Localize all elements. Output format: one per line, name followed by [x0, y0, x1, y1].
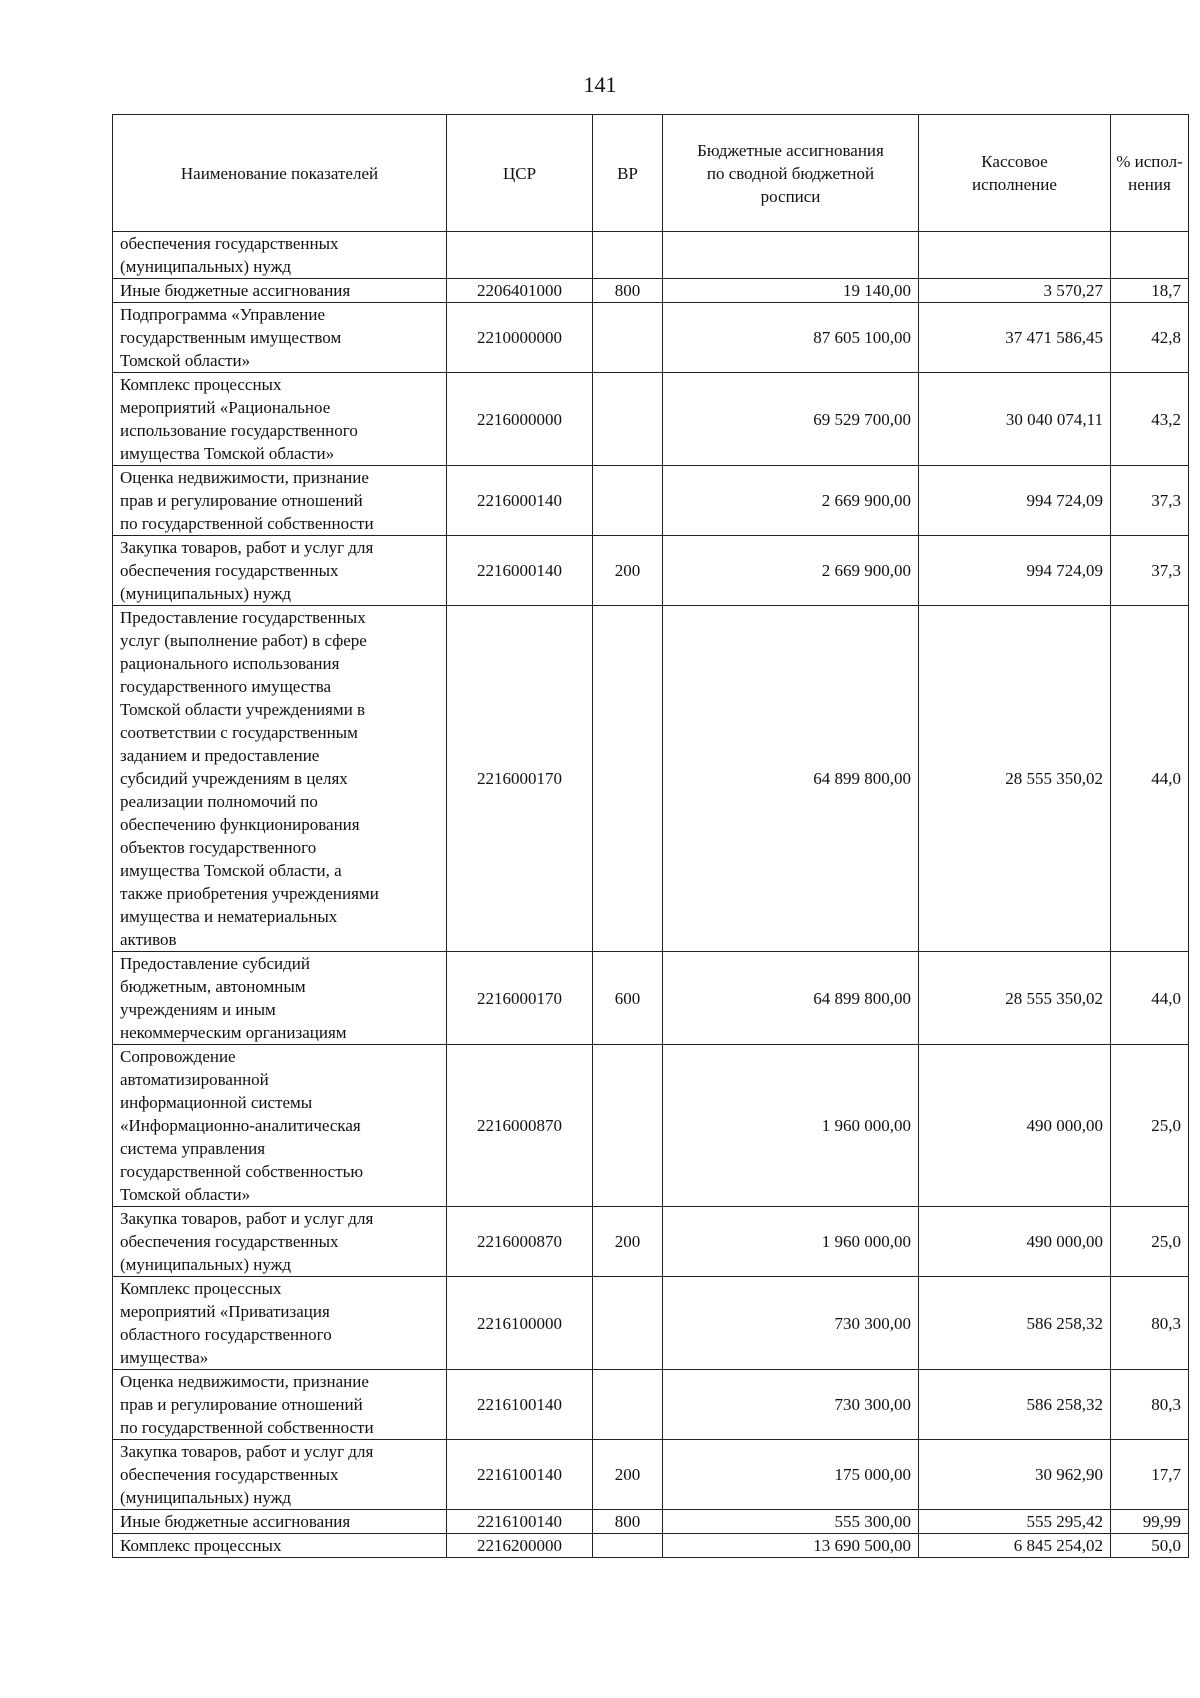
cell-cash: 3 570,27 — [919, 279, 1111, 303]
cell-cash: 37 471 586,45 — [919, 303, 1111, 373]
cell-vr — [593, 1277, 663, 1370]
cell-csr: 2216100140 — [447, 1440, 593, 1510]
cell-percent: 44,0 — [1111, 606, 1189, 952]
table-row — [113, 952, 1189, 1045]
cell-budget: 69 529 700,00 — [663, 373, 919, 466]
cell-csr: 2216000140 — [447, 536, 593, 606]
header-vr: ВР — [593, 115, 663, 232]
cell-percent: 25,0 — [1111, 1045, 1189, 1207]
cell-vr: 200 — [593, 1207, 663, 1277]
cell-vr — [593, 1534, 663, 1558]
cell-cash: 28 555 350,02 — [919, 606, 1111, 952]
header-name: Наименование показателей — [113, 115, 447, 232]
cell-vr: 800 — [593, 1510, 663, 1534]
table-row — [113, 373, 1189, 466]
cell-csr: 2216100140 — [447, 1370, 593, 1440]
cell-percent: 50,0 — [1111, 1534, 1189, 1558]
cell-name: Комплекс процессных — [113, 1534, 447, 1558]
table-row — [113, 1207, 1189, 1277]
table-row — [113, 1277, 1189, 1370]
cell-csr: 2216000000 — [447, 373, 593, 466]
table-row — [113, 1534, 1189, 1558]
cell-cash: 994 724,09 — [919, 466, 1111, 536]
cell-budget: 13 690 500,00 — [663, 1534, 919, 1558]
cell-budget: 2 669 900,00 — [663, 536, 919, 606]
cell-percent: 80,3 — [1111, 1370, 1189, 1440]
table-row — [113, 232, 1189, 279]
cell-percent: 25,0 — [1111, 1207, 1189, 1277]
cell-vr: 200 — [593, 1440, 663, 1510]
cell-budget: 64 899 800,00 — [663, 606, 919, 952]
table-row — [113, 536, 1189, 606]
cell-name: обеспечения государственных (муниципальных) нужд — [113, 232, 447, 279]
cell-percent: 80,3 — [1111, 1277, 1189, 1370]
cell-budget: 87 605 100,00 — [663, 303, 919, 373]
cell-csr: 2206401000 — [447, 279, 593, 303]
cell-budget: 19 140,00 — [663, 279, 919, 303]
cell-cash — [919, 232, 1111, 279]
table-row — [113, 1510, 1189, 1534]
cell-cash: 28 555 350,02 — [919, 952, 1111, 1045]
cell-percent: 42,8 — [1111, 303, 1189, 373]
table-row — [113, 303, 1189, 373]
cell-percent: 37,3 — [1111, 536, 1189, 606]
cell-csr — [447, 232, 593, 279]
cell-budget: 1 960 000,00 — [663, 1207, 919, 1277]
cell-percent: 44,0 — [1111, 952, 1189, 1045]
header-percent: % испол- нения — [1111, 115, 1189, 232]
cell-budget: 555 300,00 — [663, 1510, 919, 1534]
header-csr: ЦСР — [447, 115, 593, 232]
cell-csr: 2216000140 — [447, 466, 593, 536]
cell-percent: 99,99 — [1111, 1510, 1189, 1534]
cell-name: Предоставление государственных услуг (выполнение работ) в сфере рационального использования государственного имущества Томской области учреждениями в соответствии с государственным заданием и предоставление субсидий учреждениям в целях реализации полномочий по обеспечению функционирования объектов государственного имущества Томской области, а также приобретения учреждениями имущества и нематериальных активов — [113, 606, 447, 952]
cell-cash: 490 000,00 — [919, 1045, 1111, 1207]
cell-percent — [1111, 232, 1189, 279]
cell-name: Иные бюджетные ассигнования — [113, 279, 447, 303]
page-number: 141 — [583, 72, 617, 97]
cell-budget — [663, 232, 919, 279]
cell-percent: 43,2 — [1111, 373, 1189, 466]
cell-name: Сопровождение автоматизированной информационной системы «Информационно-аналитическая система управления государственной собственностью Томской области» — [113, 1045, 447, 1207]
table-header-row — [113, 115, 1189, 232]
cell-name: Комплекс процессных мероприятий «Рациональное использование государственного имущества Томской области» — [113, 373, 447, 466]
table-row — [113, 1440, 1189, 1510]
cell-name: Закупка товаров, работ и услуг для обеспечения государственных (муниципальных) нужд — [113, 1207, 447, 1277]
cell-csr: 2216000870 — [447, 1045, 593, 1207]
table-row — [113, 466, 1189, 536]
cell-percent: 17,7 — [1111, 1440, 1189, 1510]
cell-vr — [593, 606, 663, 952]
cell-cash: 555 295,42 — [919, 1510, 1111, 1534]
cell-vr — [593, 466, 663, 536]
cell-cash: 30 040 074,11 — [919, 373, 1111, 466]
table-body — [113, 232, 1189, 1558]
cell-csr: 2210000000 — [447, 303, 593, 373]
cell-name: Оценка недвижимости, признание прав и регулирование отношений по государственной собственности — [113, 1370, 447, 1440]
cell-budget: 64 899 800,00 — [663, 952, 919, 1045]
cell-cash: 994 724,09 — [919, 536, 1111, 606]
cell-vr — [593, 1370, 663, 1440]
table-row — [113, 606, 1189, 952]
header-cash: Кассовое исполнение — [919, 115, 1111, 232]
cell-vr — [593, 373, 663, 466]
cell-name: Предоставление субсидий бюджетным, автономным учреждениям и иным некоммерческим организациям — [113, 952, 447, 1045]
cell-csr: 2216100140 — [447, 1510, 593, 1534]
cell-name: Подпрограмма «Управление государственным имуществом Томской области» — [113, 303, 447, 373]
cell-vr: 200 — [593, 536, 663, 606]
cell-vr — [593, 303, 663, 373]
cell-csr: 2216100000 — [447, 1277, 593, 1370]
cell-csr: 2216000170 — [447, 952, 593, 1045]
cell-cash: 6 845 254,02 — [919, 1534, 1111, 1558]
cell-budget: 175 000,00 — [663, 1440, 919, 1510]
header-budget: Бюджетные ассигнования по сводной бюджетной росписи — [663, 115, 919, 232]
cell-name: Иные бюджетные ассигнования — [113, 1510, 447, 1534]
cell-name: Закупка товаров, работ и услуг для обеспечения государственных (муниципальных) нужд — [113, 1440, 447, 1510]
cell-budget: 2 669 900,00 — [663, 466, 919, 536]
cell-name: Оценка недвижимости, признание прав и регулирование отношений по государственной собственности — [113, 466, 447, 536]
cell-budget: 730 300,00 — [663, 1277, 919, 1370]
table-row — [113, 1370, 1189, 1440]
cell-csr: 2216000170 — [447, 606, 593, 952]
cell-vr — [593, 1045, 663, 1207]
cell-csr: 2216200000 — [447, 1534, 593, 1558]
cell-budget: 730 300,00 — [663, 1370, 919, 1440]
cell-percent: 18,7 — [1111, 279, 1189, 303]
cell-name: Закупка товаров, работ и услуг для обеспечения государственных (муниципальных) нужд — [113, 536, 447, 606]
table-row — [113, 1045, 1189, 1207]
cell-percent: 37,3 — [1111, 466, 1189, 536]
cell-cash: 586 258,32 — [919, 1370, 1111, 1440]
cell-csr: 2216000870 — [447, 1207, 593, 1277]
cell-budget: 1 960 000,00 — [663, 1045, 919, 1207]
cell-cash: 30 962,90 — [919, 1440, 1111, 1510]
cell-vr: 600 — [593, 952, 663, 1045]
budget-execution-table — [112, 114, 1189, 1558]
cell-name: Комплекс процессных мероприятий «Приватизация областного государственного имущества» — [113, 1277, 447, 1370]
table-row — [113, 279, 1189, 303]
cell-vr — [593, 232, 663, 279]
cell-cash: 490 000,00 — [919, 1207, 1111, 1277]
cell-cash: 586 258,32 — [919, 1277, 1111, 1370]
cell-vr: 800 — [593, 279, 663, 303]
